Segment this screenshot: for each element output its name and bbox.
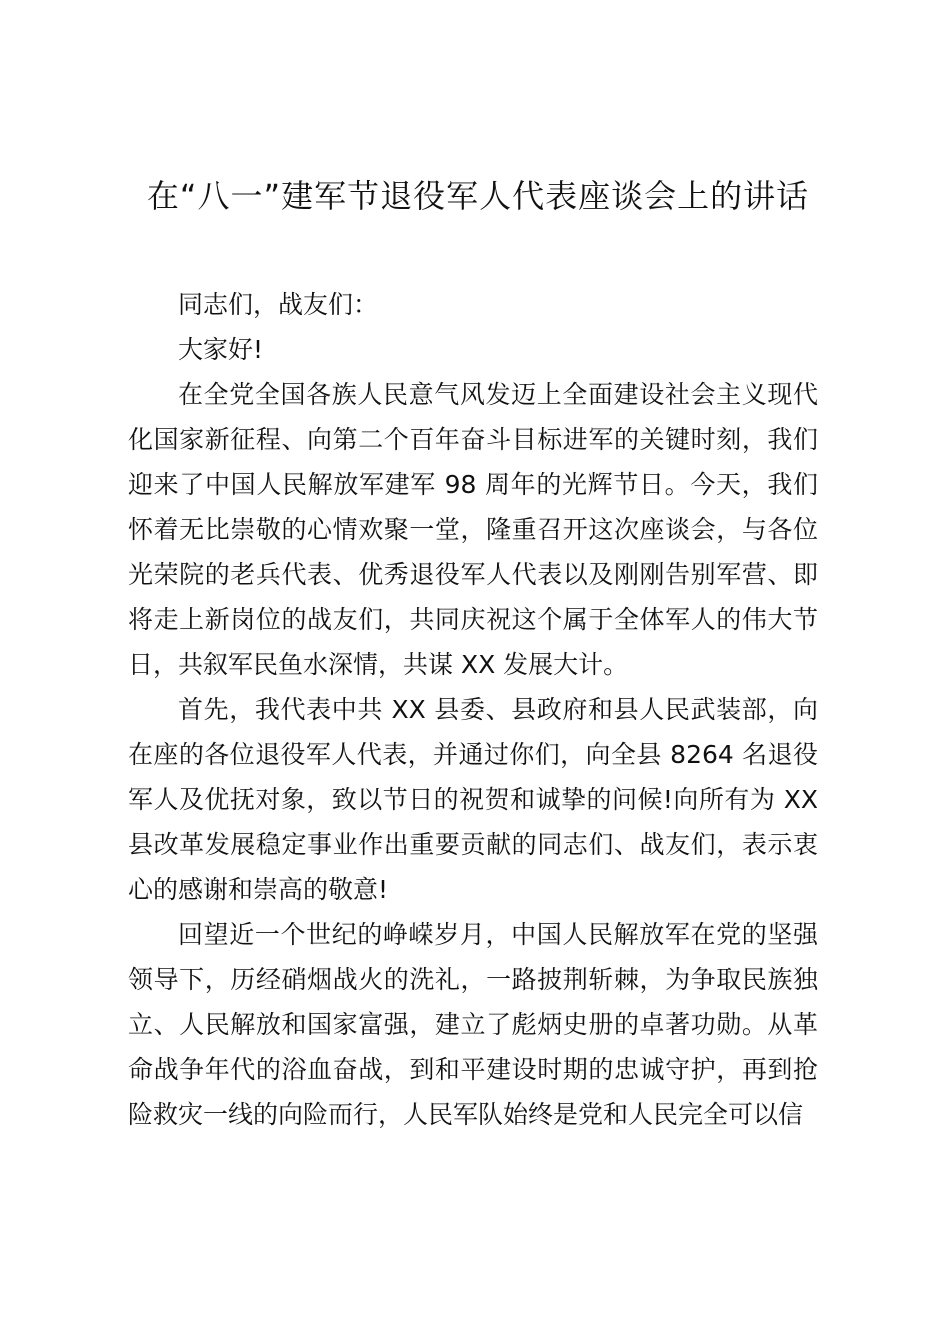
paragraph-greetings: 首先，我代表中共 XX 县委、县政府和县人民武装部，向在座的各位退役军人代表，并通过你们，向全县 8264 名退役军人及优抚对象，致以节日的祝贺和诚挚的问候!向所有为 XX 县改革发展稳定事业作出重要贡献的同志们、战友们，表示衷心的感谢和崇高的敬意! [128,695,818,904]
paragraph-history: 回望近一个世纪的峥嵘岁月，中国人民解放军在党的坚强领导下，历经硝烟战火的洗礼，一路披荆斩棘，为争取民族独立、人民解放和国家富强，建立了彪炳史册的卓著功勋。从革命战争年代的浴血奋战，到和平建设时期的忠诚守护，再到抢险救灾一线的向险而行，人民军队始终是党和人民完全可以信 [128,920,818,1129]
document-body [128,282,818,1137]
greeting: 大家好! [178,335,264,364]
document-title: 在“八一”建军节退役军人代表座谈会上的讲话 [146,177,810,215]
paragraph-opening: 在全党全国各族人民意气风发迈上全面建设社会主义现代化国家新征程、向第二个百年奋斗目标进军的关键时刻，我们迎来了中国人民解放军建军 98 周年的光辉节日。今天，我们怀着无比崇敬的心情欢聚一堂，隆重召开这次座谈会，与各位光荣院的老兵代表、优秀退役军人代表以及刚刚告别军营、即将走上新岗位的战友们，共同庆祝这个属于全体军人的伟大节日，共叙军民鱼水深情，共谋 XX 发展大计。 [128,380,818,679]
salutation: 同志们，战友们： [178,290,379,319]
